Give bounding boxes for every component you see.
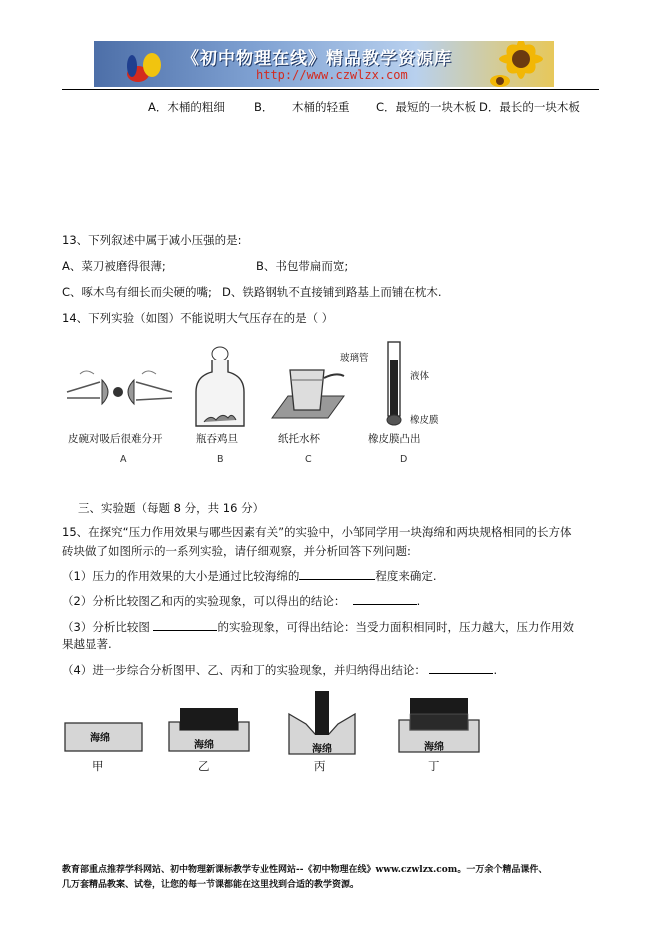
figure-c-paper-cup (268, 358, 348, 434)
q15-part3 (62, 619, 574, 635)
figure-d-label-liquid: 液体 (410, 371, 430, 382)
q12-option-d: D．最长的一块木板 (479, 100, 580, 114)
q13-option-c: C、啄木鸟有细长而尖硬的嘴; (62, 285, 212, 299)
figure-d-letter: D (400, 454, 408, 465)
q12-option-b-letter: B． (254, 100, 274, 114)
footer (62, 863, 602, 893)
q15-part3-text: （3）分析比较图 (62, 620, 150, 634)
figure-a-suction-cups (62, 354, 182, 434)
figure-b-caption: 瓶吞鸡旦 (196, 433, 238, 445)
q15-part1-blank[interactable] (299, 568, 375, 580)
figure-b-bottle-egg (190, 342, 250, 430)
footer-line1: 教育部重点推荐学科网站、初中物理新课标教学专业性网站--《初中物理在线》www.czwlzx.com。一万余个精品课件、 (62, 865, 548, 875)
q13-option-d: D、铁路钢轨不直接铺到路基上而铺在枕木. (222, 285, 442, 299)
q15-part3-line2: 果越显著. (62, 637, 112, 651)
figure-a-letter: A (120, 454, 127, 465)
footer-line2: 几万套精品教案、试卷，让您的每一节课都能在这里找到合适的教学资源。 (62, 880, 360, 890)
q15-part2-text: （2）分析比较图乙和丙的实验现象，可以得出的结论： (62, 594, 346, 608)
q15-part1-text-after: 程度来确定. (375, 569, 437, 583)
q15-part4-text: （4）进一步综合分析图甲、乙、丙和丁的实验现象，并归纳得出结论： (62, 663, 426, 677)
q15-part2 (62, 593, 420, 609)
q12-option-a: A．木桶的粗细 (148, 100, 225, 114)
q12-option-b: 木桶的轻重 (292, 100, 350, 114)
figure-d-caption: 橡皮膜凸出 (368, 433, 421, 445)
q13-option-b: B、书包带扁而宽; (256, 259, 349, 273)
header-banner (94, 41, 554, 87)
q13-option-a: A、菜刀被磨得很薄; (62, 259, 166, 273)
sponge-label-bing: 海绵 (312, 744, 332, 755)
sunflower-icon (486, 41, 554, 87)
q15-part2-blank[interactable] (353, 593, 417, 605)
q15-part4 (62, 662, 497, 678)
header-rule (62, 89, 599, 90)
q15-stem-line2: 砖块做了如图所示的一系列实验，请仔细观察，并分析回答下列问题: (62, 544, 411, 558)
q15-part4-text-after: . (493, 663, 498, 677)
q15-part4-blank[interactable] (429, 662, 493, 674)
figure-label-ding: 丁 (428, 759, 440, 773)
q15-part1 (62, 568, 436, 584)
figure-d-glass-tube (382, 340, 406, 428)
banner-title: 《初中物理在线》精品教学资源库 (182, 49, 452, 69)
q15-part3-blank[interactable] (153, 619, 217, 631)
figure-d-label-membrane: 橡皮膜 (410, 415, 439, 426)
q15-part3-text-after: 的实验现象，可得出结论：当受力面积相同时，压力越大，压力作用效 (217, 620, 574, 634)
section-3-title: 三、实验题（每题 8 分，共 16 分） (78, 501, 265, 515)
site-logo-icon (116, 41, 176, 87)
figure-label-yi: 乙 (198, 759, 210, 773)
figure-a-caption: 皮碗对吸后很难分开 (68, 433, 163, 445)
q15-stem-line1: 15、在探究“压力作用效果与哪些因素有关”的实验中，小邹同学用一块海绵和两块规格相同的长方体 (62, 525, 572, 539)
sponge-label-jia: 海绵 (90, 733, 110, 744)
q14-figure (62, 336, 442, 468)
figure-c-caption: 纸托水杯 (278, 433, 320, 445)
q13-stem: 13、下列叙述中属于减小压强的是: (62, 233, 242, 247)
q15-part2-text-after: . (416, 594, 421, 608)
figure-d-label-glass-tube: 玻璃管 (340, 353, 369, 364)
q12-option-c: C．最短的一块木板 (376, 100, 477, 114)
figure-label-bing: 丙 (314, 759, 326, 773)
figure-label-jia: 甲 (92, 759, 104, 773)
figure-b-letter: B (217, 454, 224, 465)
q15-part1-text: （1）压力的作用效果的大小是通过比较海绵的 (62, 569, 300, 583)
sponge-label-ding: 海绵 (424, 742, 444, 753)
q14-stem: 14、下列实验（如图）不能说明大气压存在的是（ ） (62, 311, 334, 325)
banner-url: http://www.czwlzx.com (256, 68, 408, 82)
sponge-label-yi: 海绵 (194, 740, 214, 751)
figure-c-letter: C (305, 454, 312, 465)
